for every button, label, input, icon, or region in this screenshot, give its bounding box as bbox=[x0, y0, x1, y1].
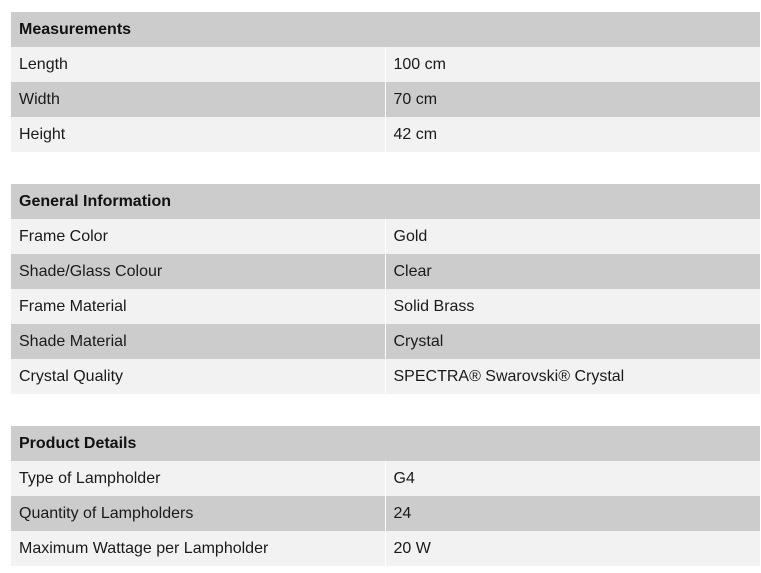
row-label: Height bbox=[11, 117, 385, 152]
row-label: Crystal Quality bbox=[11, 359, 385, 394]
row-label: Frame Color bbox=[11, 219, 385, 254]
row-label: Length bbox=[11, 47, 385, 82]
row-value: SPECTRA® Swarovski® Crystal bbox=[385, 359, 760, 394]
general-information-table bbox=[11, 184, 760, 394]
table-row bbox=[11, 359, 760, 394]
row-value: 100 cm bbox=[385, 47, 760, 82]
row-value: 20 W bbox=[385, 531, 760, 566]
table-row bbox=[11, 117, 760, 152]
section-title: General Information bbox=[11, 184, 760, 219]
row-label: Shade Material bbox=[11, 324, 385, 359]
row-label: Frame Material bbox=[11, 289, 385, 324]
section-header-row bbox=[11, 12, 760, 47]
row-value: G4 bbox=[385, 461, 760, 496]
section-header-row bbox=[11, 426, 760, 461]
section-header-row bbox=[11, 184, 760, 219]
row-label: Type of Lampholder bbox=[11, 461, 385, 496]
table-row bbox=[11, 531, 760, 566]
section-title: Measurements bbox=[11, 12, 760, 47]
row-label: Shade/Glass Colour bbox=[11, 254, 385, 289]
row-value: 42 cm bbox=[385, 117, 760, 152]
table-row bbox=[11, 461, 760, 496]
row-label: Quantity of Lampholders bbox=[11, 496, 385, 531]
table-row bbox=[11, 82, 760, 117]
table-row bbox=[11, 496, 760, 531]
row-label: Width bbox=[11, 82, 385, 117]
row-value: Clear bbox=[385, 254, 760, 289]
table-row bbox=[11, 219, 760, 254]
row-value: Crystal bbox=[385, 324, 760, 359]
row-value: 24 bbox=[385, 496, 760, 531]
row-value: 70 cm bbox=[385, 82, 760, 117]
table-row bbox=[11, 254, 760, 289]
table-row bbox=[11, 47, 760, 82]
row-value: Gold bbox=[385, 219, 760, 254]
table-row bbox=[11, 289, 760, 324]
measurements-table bbox=[11, 12, 760, 152]
product-details-table bbox=[11, 426, 760, 566]
table-row bbox=[11, 324, 760, 359]
section-title: Product Details bbox=[11, 426, 760, 461]
row-label: Maximum Wattage per Lampholder bbox=[11, 531, 385, 566]
row-value: Solid Brass bbox=[385, 289, 760, 324]
